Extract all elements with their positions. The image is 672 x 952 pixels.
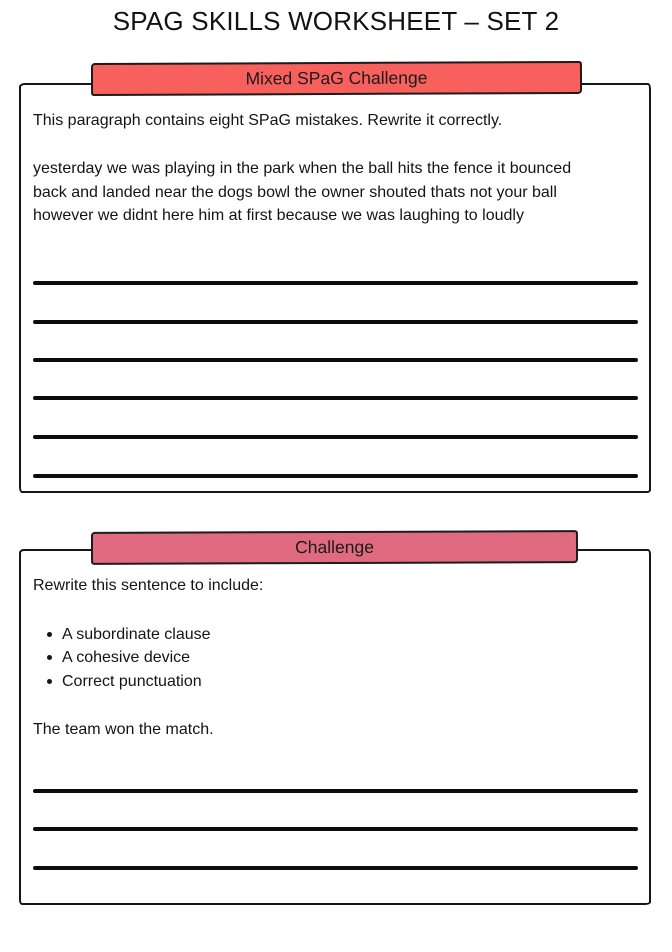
answer-line	[33, 281, 638, 285]
exercise-paragraph-line: yesterday we was playing in the park when the ball hits the fence it bounced	[33, 160, 572, 177]
instruction-text: This paragraph contains eight SPaG mistakes. Rewrite it correctly.	[33, 112, 503, 129]
ribbon-challenge	[91, 530, 578, 565]
exercise-paragraph-line: however we didnt here him at first because we was laughing to loudly	[33, 207, 524, 224]
requirement-item: A cohesive device	[21, 646, 211, 669]
answer-line	[33, 435, 638, 439]
ribbon-label: Challenge	[295, 536, 374, 558]
mixed-spag-answer-box	[19, 83, 651, 493]
answer-line	[33, 789, 638, 793]
answer-line	[33, 866, 638, 870]
instruction-text: Rewrite this sentence to include:	[33, 577, 264, 594]
answer-line	[33, 827, 638, 831]
answer-line	[33, 358, 638, 362]
requirement-item: A subordinate clause	[21, 623, 211, 646]
source-sentence: The team won the match.	[33, 721, 214, 738]
requirements-list	[21, 623, 211, 693]
page-title: SPAG SKILLS WORKSHEET – SET 2	[112, 6, 560, 36]
exercise-paragraph-line: back and landed near the dogs bowl the owner shouted thats not your ball	[33, 183, 557, 201]
ribbon-label: Mixed SPaG Challenge	[245, 67, 428, 89]
answer-line	[33, 474, 638, 478]
challenge-answer-box	[19, 549, 651, 905]
exercise-paragraph	[33, 157, 638, 228]
answer-line	[33, 320, 638, 324]
ribbon-mixed-spag-challenge	[91, 61, 582, 96]
answer-line	[33, 396, 638, 400]
requirement-item: Correct punctuation	[21, 670, 211, 693]
